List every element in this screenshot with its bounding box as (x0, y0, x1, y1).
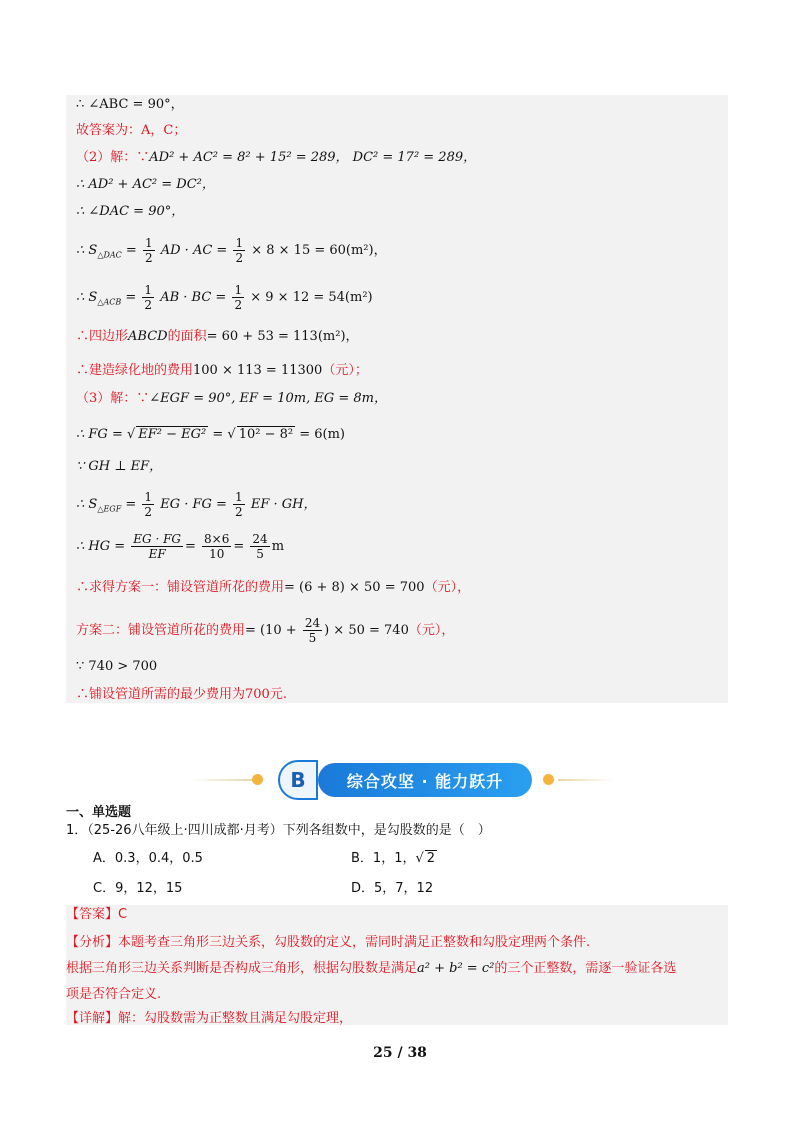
solution-line: ∴ ∠ABC = 90°， (76, 97, 184, 112)
banner-dot (252, 774, 263, 785)
solution-line: ∴ $S_{\triangle ACB}$ = $\frac{1}{2}$ AB · BC = $\frac{1}{2}$ × 9 × 12 = 54(m²) (76, 283, 373, 312)
analysis-line: 项是否符合定义. (66, 987, 162, 1002)
fraction: $\frac{8\times 6}{10}$ (204, 532, 230, 561)
solution-line: ∴ FG = √ EF² − EG² = √ 10² − 8² = 6(m) (76, 427, 346, 442)
fraction: $\frac{EG \cdot FG}{EF}$ (133, 532, 181, 561)
solution-line: ∴ AD² + AC² = DC²， (76, 177, 215, 192)
fraction: $\frac{1}{2}$ (235, 236, 244, 265)
fraction: $\frac{1}{2}$ (234, 283, 243, 312)
page-number: 25 / 38 (373, 1045, 427, 1061)
fraction: $\frac{24}{5}$ (304, 616, 321, 645)
option-a: A．0.3，0.4，0.5 (93, 851, 203, 866)
option-b: B．1，1，√ 2 (351, 851, 436, 866)
solution-line: 方案二：铺设管道所花的费用= (10 + $\frac{24}{5}$ ) × 50 = 740（元）， (76, 616, 455, 645)
banner-divider (190, 779, 255, 781)
option-d: D．5，7，12 (351, 881, 434, 896)
detail-line: 【详解】解：勾股数需为正整数且满足勾股定理， (66, 1011, 353, 1026)
solution-line: ∵ GH ⊥ EF， (76, 459, 163, 474)
section-heading: 一、单选题 (66, 805, 132, 820)
solution-line: ∴建造绿化地的费用100 × 113 = 11300（元）； (76, 363, 368, 378)
solution-line: （3）解：∵∠EGF = 90°, EF = 10m, EG = 8m， (76, 391, 387, 406)
solution-line: （2）解：∵AD² + AC² = 8² + 15² = 289， DC² = 17² = 289， (76, 150, 477, 165)
answer-line: 【答案】C (66, 907, 128, 922)
fraction: $\frac{1}{2}$ (144, 283, 153, 312)
section-banner (0, 760, 800, 800)
fraction: $\frac{1}{2}$ (235, 490, 243, 519)
analysis-line: 【分析】本题考查三角形三边关系，勾股数的定义，需同时满足正整数和勾股定理两个条件. (66, 935, 591, 950)
fraction: $\frac{1}{2}$ (144, 490, 153, 519)
solution-line: ∴铺设管道所需的最少费用为700元. (76, 687, 287, 702)
solution-line: ∴ ∠DAC = 90°， (76, 204, 185, 219)
solution-line: ∵ 740 > 700 (76, 659, 158, 674)
fraction: $\frac{1}{2}$ (144, 236, 153, 265)
banner-title: 综合攻坚 · 能力跃升 (318, 763, 532, 797)
banner-badge: B (278, 760, 318, 800)
solution-line: ∴ HG = $\frac{EG \cdot FG}{EF}$ = $\frac{8\times 6}{10}$ = $\frac{24}{5}$ m (76, 532, 285, 561)
solution-line: ∴四边形ABCD的面积= 60 + 53 = 113(m²)， (76, 329, 359, 344)
question-text: 1．（25-26八年级上·四川成都·月考）下列各组数中，是勾股数的是（ ） (66, 823, 491, 838)
fraction: $\frac{24}{5}$ (252, 532, 268, 561)
option-c: C．9，12，15 (93, 881, 183, 896)
banner-dot (543, 774, 554, 785)
banner-divider (558, 779, 613, 781)
solution-line: 故答案为：A，C； (76, 123, 187, 138)
analysis-line: 根据三角形三边关系判断是否构成三角形，根据勾股数是满足a² + b² = c²的三个正整数，需逐一验证各选 (66, 961, 677, 976)
solution-line: ∴求得方案一：铺设管道所花的费用= (6 + 8) × 50 = 700（元）， (76, 580, 471, 595)
solution-line: ∴ $S_{\triangle DAC}$ = $\frac{1}{2}$ AD · AC = $\frac{1}{2}$ × 8 × 15 = 60(m²)， (76, 236, 387, 265)
solution-line: ∴ $S_{\triangle EGF}$ = $\frac{1}{2}$ EG · FG = $\frac{1}{2}$ EF · GH， (76, 490, 317, 519)
